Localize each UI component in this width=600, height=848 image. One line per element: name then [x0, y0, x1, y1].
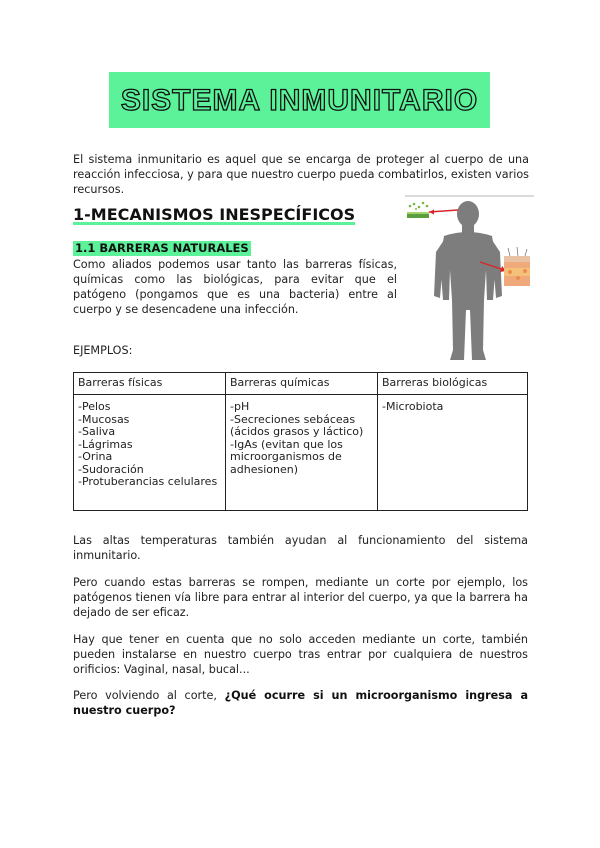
question-lead: Pero volviendo al corte,	[73, 689, 225, 702]
arrow-nose-head	[429, 210, 434, 215]
table-cell-quimicas	[226, 395, 378, 511]
temperature-paragraph: Las altas temperaturas también ayudan al funcionamiento del sistema inmunitario.	[73, 534, 528, 562]
human-body-illustration	[400, 190, 538, 365]
table-header-fisicas: Barreras físicas	[74, 373, 226, 395]
list-item: -Saliva	[78, 425, 116, 438]
intro-paragraph: El sistema inmunitario es aquel que se encarga de proteger al cuerpo de una reacción infecciosa, y para que nuestro cuerpo pueda combatirlos, existen varios recursos.	[73, 153, 529, 196]
barriers-paragraph: Como aliados podemos usar tanto las barreras físicas, químicas como las biológicas, para evitar que el patógeno (pongamos que es una bacteria) entre al cuerpo y se desencadene una infección.	[73, 258, 397, 316]
list-item: -Lágrimas	[78, 437, 133, 451]
table-cell-biologicas	[378, 395, 528, 511]
list-item: -Secreciones sebáceas (ácidos grasos y láctico)	[230, 412, 364, 438]
list-item: -Mucosas	[78, 412, 130, 426]
skin-layers-inset	[504, 247, 530, 286]
nasal-mucosa-inset	[407, 202, 429, 218]
list-item: -Orina	[78, 450, 113, 463]
question-bold: ¿Qué ocurre si un microorganismo ingresa a nuestro cuerpo?	[73, 689, 529, 717]
barrier-break-paragraph: Pero cuando estas barreras se rompen, mediante un corte por ejemplo, los patógenos tienen vía libre para entrar al interior del cuerpo, ya que la barrera ha dejado de ser eficaz.	[73, 576, 528, 619]
section-heading-mecanismos: 1-MECANISMOS INESPECÍFICOS	[73, 205, 356, 224]
table-cell-fisicas	[74, 395, 226, 511]
list-item: -pH	[230, 400, 250, 413]
body-silhouette	[434, 201, 502, 360]
subsection-heading-barreras: 1.1 BARRERAS NATURALES	[75, 241, 249, 255]
list-item: -Pelos	[78, 400, 111, 413]
examples-label: EJEMPLOS:	[73, 344, 133, 357]
list-item: -Sudoración	[78, 462, 144, 476]
page-title: SISTEMA INMUNITARIO	[120, 84, 479, 117]
question-paragraph	[73, 688, 528, 718]
list-item: -Protuberancias celulares	[78, 475, 218, 488]
orifices-paragraph: Hay que tener en cuenta que no solo acceden mediante un corte, también pueden instalarse en nuestro cuerpo tras entrar por cualquiera de nuestros orificios: Vaginal, nasal, bucal...	[73, 633, 528, 676]
list-item: -IgAs (evitan que los microorganismos de adhesionen)	[230, 437, 343, 476]
table-header-biologicas: Barreras biológicas	[378, 373, 528, 395]
barriers-table	[73, 372, 528, 511]
list-item: -Microbiota	[382, 400, 444, 413]
table-header-quimicas: Barreras químicas	[226, 373, 378, 395]
